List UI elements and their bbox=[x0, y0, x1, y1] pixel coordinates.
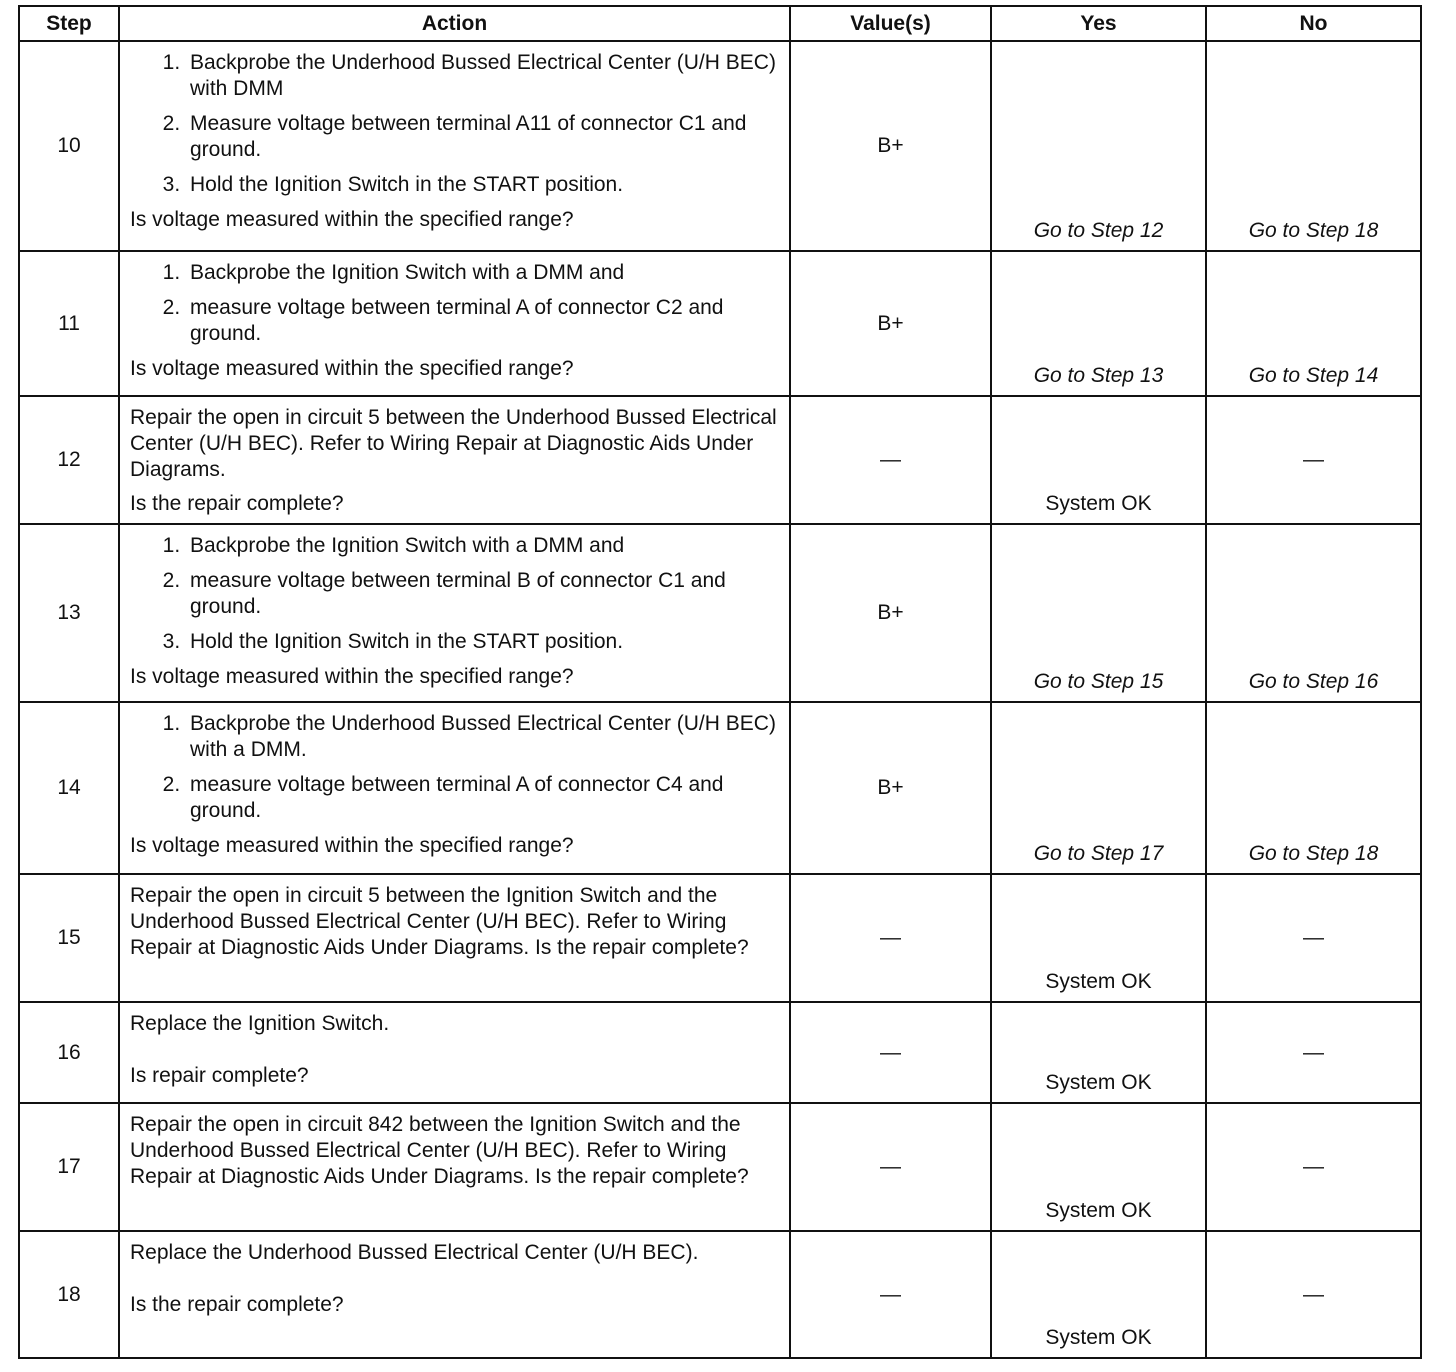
action-cell bbox=[119, 1103, 790, 1231]
step-number: 14 bbox=[19, 702, 119, 874]
action-cell bbox=[119, 41, 790, 251]
value-cell: B+ bbox=[790, 524, 991, 702]
yes-cell: System OK bbox=[991, 1231, 1206, 1358]
header-no: No bbox=[1206, 6, 1421, 41]
no-cell: — bbox=[1206, 1231, 1421, 1358]
no-cell: — bbox=[1206, 874, 1421, 1002]
yes-cell: Go to Step 13 bbox=[991, 251, 1206, 396]
step-number: 16 bbox=[19, 1002, 119, 1103]
action-text: Repair the open in circuit 5 between the Ignition Switch and the Underhood Bussed Electrical Center (U/H BEC). Refer to Wiring Repair at Diagnostic Aids Under Diagrams. Is the repair complete? bbox=[130, 884, 749, 959]
action-cell bbox=[119, 874, 790, 1002]
no-cell: Go to Step 18 bbox=[1206, 702, 1421, 874]
spacer bbox=[130, 1266, 779, 1290]
action-question: Is voltage measured within the specified range? bbox=[130, 357, 574, 380]
action-question: Is voltage measured within the specified range? bbox=[130, 665, 574, 688]
yes-cell: System OK bbox=[991, 1103, 1206, 1231]
step-number: 17 bbox=[19, 1103, 119, 1231]
action-list bbox=[130, 260, 779, 347]
list-item: 2. measure voltage between terminal B of connector C1 and ground. bbox=[186, 568, 779, 620]
action-cell bbox=[119, 524, 790, 702]
action-cell bbox=[119, 251, 790, 396]
list-item: 3. Hold the Ignition Switch in the START position. bbox=[186, 629, 779, 655]
list-item: 2. Measure voltage between terminal A11 of connector C1 and ground. bbox=[186, 111, 779, 163]
value-cell: — bbox=[790, 396, 991, 524]
step-number: 18 bbox=[19, 1231, 119, 1358]
action-text: Repair the open in circuit 5 between the Underhood Bussed Electrical Center (U/H BEC). Refer to Wiring Repair at Diagnostic Aids Under Diagrams. bbox=[130, 406, 777, 481]
table-row-step-13 bbox=[19, 524, 1421, 702]
action-list bbox=[130, 533, 779, 655]
no-cell: Go to Step 16 bbox=[1206, 524, 1421, 702]
action-question: Is voltage measured within the specified range? bbox=[130, 834, 574, 857]
header-row bbox=[19, 6, 1421, 41]
header-values: Value(s) bbox=[790, 6, 991, 41]
table-row-step-18 bbox=[19, 1231, 1421, 1358]
yes-cell: Go to Step 17 bbox=[991, 702, 1206, 874]
action-cell bbox=[119, 396, 790, 524]
no-cell: — bbox=[1206, 1103, 1421, 1231]
table-row-step-12 bbox=[19, 396, 1421, 524]
yes-cell: System OK bbox=[991, 396, 1206, 524]
header-yes: Yes bbox=[991, 6, 1206, 41]
action-question: Is repair complete? bbox=[130, 1064, 309, 1087]
action-text: Repair the open in circuit 842 between the Ignition Switch and the Underhood Bussed Electrical Center (U/H BEC). Refer to Wiring Repair at Diagnostic Aids Under Diagrams. Is the repair complete? bbox=[130, 1113, 749, 1188]
action-list bbox=[130, 50, 779, 198]
value-cell: B+ bbox=[790, 702, 991, 874]
no-cell: Go to Step 18 bbox=[1206, 41, 1421, 251]
step-number: 10 bbox=[19, 41, 119, 251]
list-item: 1. Backprobe the Ignition Switch with a DMM and bbox=[186, 533, 779, 559]
action-question: Is the repair complete? bbox=[130, 1293, 344, 1316]
no-cell: — bbox=[1206, 1002, 1421, 1103]
list-item: 3. Hold the Ignition Switch in the START position. bbox=[186, 172, 779, 198]
header-action: Action bbox=[119, 6, 790, 41]
table-row-step-17 bbox=[19, 1103, 1421, 1231]
list-item: 1. Backprobe the Ignition Switch with a DMM and bbox=[186, 260, 779, 286]
list-item: 2. measure voltage between terminal A of connector C2 and ground. bbox=[186, 295, 779, 347]
value-cell: — bbox=[790, 1103, 991, 1231]
table-row-step-15 bbox=[19, 874, 1421, 1002]
value-cell: — bbox=[790, 1002, 991, 1103]
value-cell: B+ bbox=[790, 251, 991, 396]
list-item: 2. measure voltage between terminal A of connector C4 and ground. bbox=[186, 772, 779, 824]
yes-cell: System OK bbox=[991, 874, 1206, 1002]
value-cell: B+ bbox=[790, 41, 991, 251]
yes-cell: System OK bbox=[991, 1002, 1206, 1103]
yes-cell: Go to Step 15 bbox=[991, 524, 1206, 702]
list-item: 1. Backprobe the Underhood Bussed Electrical Center (U/H BEC) with DMM bbox=[186, 50, 779, 102]
value-cell: — bbox=[790, 874, 991, 1002]
spacer bbox=[130, 1037, 779, 1061]
step-number: 15 bbox=[19, 874, 119, 1002]
action-cell bbox=[119, 702, 790, 874]
header-step: Step bbox=[19, 6, 119, 41]
list-item: 1. Backprobe the Underhood Bussed Electrical Center (U/H BEC) with a DMM. bbox=[186, 711, 779, 763]
action-question: Is voltage measured within the specified range? bbox=[130, 208, 574, 231]
action-text: Replace the Underhood Bussed Electrical Center (U/H BEC). bbox=[130, 1241, 699, 1264]
action-cell bbox=[119, 1231, 790, 1358]
action-text: Replace the Ignition Switch. bbox=[130, 1012, 390, 1035]
action-question: Is the repair complete? bbox=[130, 492, 344, 515]
yes-cell: Go to Step 12 bbox=[991, 41, 1206, 251]
action-cell bbox=[119, 1002, 790, 1103]
no-cell: Go to Step 14 bbox=[1206, 251, 1421, 396]
table-row-step-14 bbox=[19, 702, 1421, 874]
table-row-step-16 bbox=[19, 1002, 1421, 1103]
step-number: 12 bbox=[19, 396, 119, 524]
step-number: 11 bbox=[19, 251, 119, 396]
diagnostic-table bbox=[18, 5, 1422, 1359]
no-cell: — bbox=[1206, 396, 1421, 524]
value-cell: — bbox=[790, 1231, 991, 1358]
step-number: 13 bbox=[19, 524, 119, 702]
action-list bbox=[130, 711, 779, 824]
table-row-step-10 bbox=[19, 41, 1421, 251]
table-row-step-11 bbox=[19, 251, 1421, 396]
